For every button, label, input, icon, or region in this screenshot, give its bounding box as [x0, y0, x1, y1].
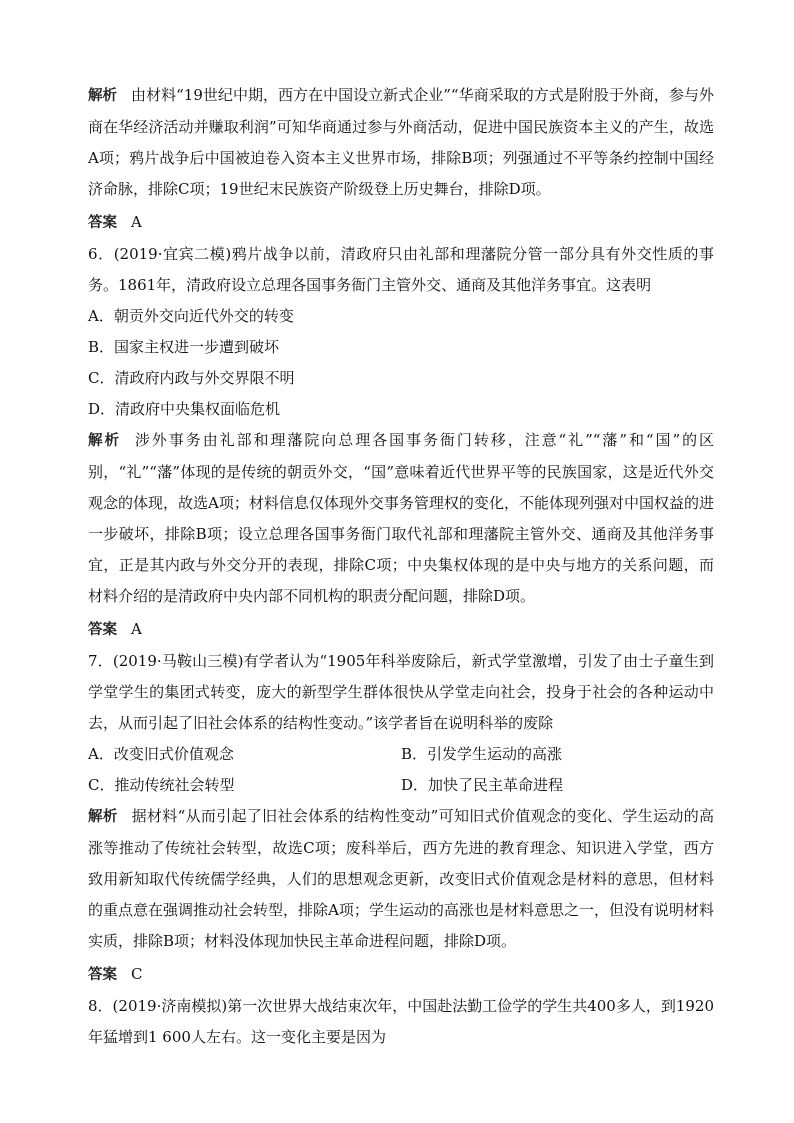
- answer-label: 答案: [88, 215, 117, 231]
- option-q6-a: A．朝贡外交向近代外交的转变: [88, 307, 294, 325]
- analysis-text-q5: 由材料“19世纪中期，西方在中国设立新式企业”“华商采取的方式是附股于外商，参与外商在华经济活动并赚取利润”可知华商通过参与外商活动，促进中国民族资本主义的产生，故选A项；鸦片战争后中国被迫卷入资本主义世界市场，排除B项；列强通过不平等条约控制中国经济命脉，排除C项；19世纪末民族资产阶级登上历史舞台，排除D项。: [88, 86, 714, 198]
- answer-value-q7: C: [131, 965, 143, 983]
- question-stem-q6: 6．(2019·宜宾二模)鸦片战争以前，清政府只由礼部和理藩院分管一部分具有外交性质的事务。1861年，清政府设立总理各国事务衙门主管外交、通商及其他洋务事宜。这表明: [88, 245, 714, 294]
- option-row-q7-2: [88, 770, 714, 801]
- answer-row-q5: [88, 207, 714, 239]
- analysis-label: 解析: [88, 809, 118, 825]
- analysis-paragraph-q5: [88, 80, 714, 205]
- answer-value-q5: A: [131, 213, 142, 231]
- analysis-paragraph-q7: [88, 801, 714, 957]
- analysis-label: 解析: [88, 88, 118, 104]
- option-q7-d: D．加快了民主革命进程: [401, 776, 564, 794]
- option-q6-b: B．国家主权进一步遭到破坏: [88, 338, 280, 356]
- analysis-text-q7: 据材料“从而引起了旧社会体系的结构性变动”可知旧式价值观念的变化、学生运动的高涨等推动了传统社会转型，故选C项；废科举后，西方先进的教育理念、知识进入学堂，西方致用新知取代传统儒学经典，人们的思想观念更新，改变旧式价值观念是材料的意思，但材料的重点意在强调推动社会转型，排除A项；学生运动的高涨也是材料意思之一，但没有说明材料实质，排除B项；材料没体现加快民主革命进程问题，排除D项。: [88, 807, 715, 950]
- document-content: [88, 80, 714, 1053]
- question-stem-q7: 7．(2019·马鞍山三模)有学者认为“1905年科举废除后，新式学堂激增，引发了由士子童生到学堂学生的集团式转变，庞大的新型学生群体很快从学堂走向社会，投身于社会的各种运动中去，从而引起了旧社会体系的结构性变动。”该学者旨在说明科举的废除: [88, 652, 714, 732]
- answer-row-q6: [88, 614, 714, 646]
- answer-label: 答案: [88, 967, 117, 983]
- answer-row-q7: [88, 959, 714, 991]
- analysis-text-q6: 涉外事务由礼部和理藩院向总理各国事务衙门转移，注意“礼”“藩”和“国”的区别，“礼”“藩”体现的是传统的朝贡外交，“国”意味着近代世界平等的民族国家，这是近代外交观念的体现，故选A项；材料信息仅体现外交事务管理权的变化，不能体现列强对中国权益的进一步破坏，排除B项；设立总理各国事务衙门取代礼部和理藩院主管外交、通商及其他洋务事宜，正是其内政与外交分开的表现，排除C项；中央集权体现的是中央与地方的关系问题，而材料介绍的是清政府中央内部不同机构的职责分配问题，排除D项。: [88, 431, 715, 605]
- analysis-paragraph-q6: [88, 425, 714, 612]
- option-q7-c: C．推动传统社会转型: [88, 776, 235, 794]
- analysis-label: 解析: [88, 433, 121, 449]
- option-q6-d: D．清政府中央集权面临危机: [88, 400, 281, 418]
- option-q7-a: A．改变旧式价值观念: [88, 745, 234, 763]
- question-stem-q8: 8．(2019·济南模拟)第一次世界大战结束次年，中国赴法勤工俭学的学生共400多人，到1920年猛增到1 600人左右。这一变化主要是因为: [88, 997, 714, 1046]
- answer-value-q6: A: [131, 620, 142, 638]
- answer-label: 答案: [88, 622, 117, 638]
- option-q7-b: B．引发学生运动的高涨: [401, 745, 563, 763]
- option-row-q7-1: [88, 739, 714, 770]
- option-q6-c: C．清政府内政与外交界限不明: [88, 369, 295, 387]
